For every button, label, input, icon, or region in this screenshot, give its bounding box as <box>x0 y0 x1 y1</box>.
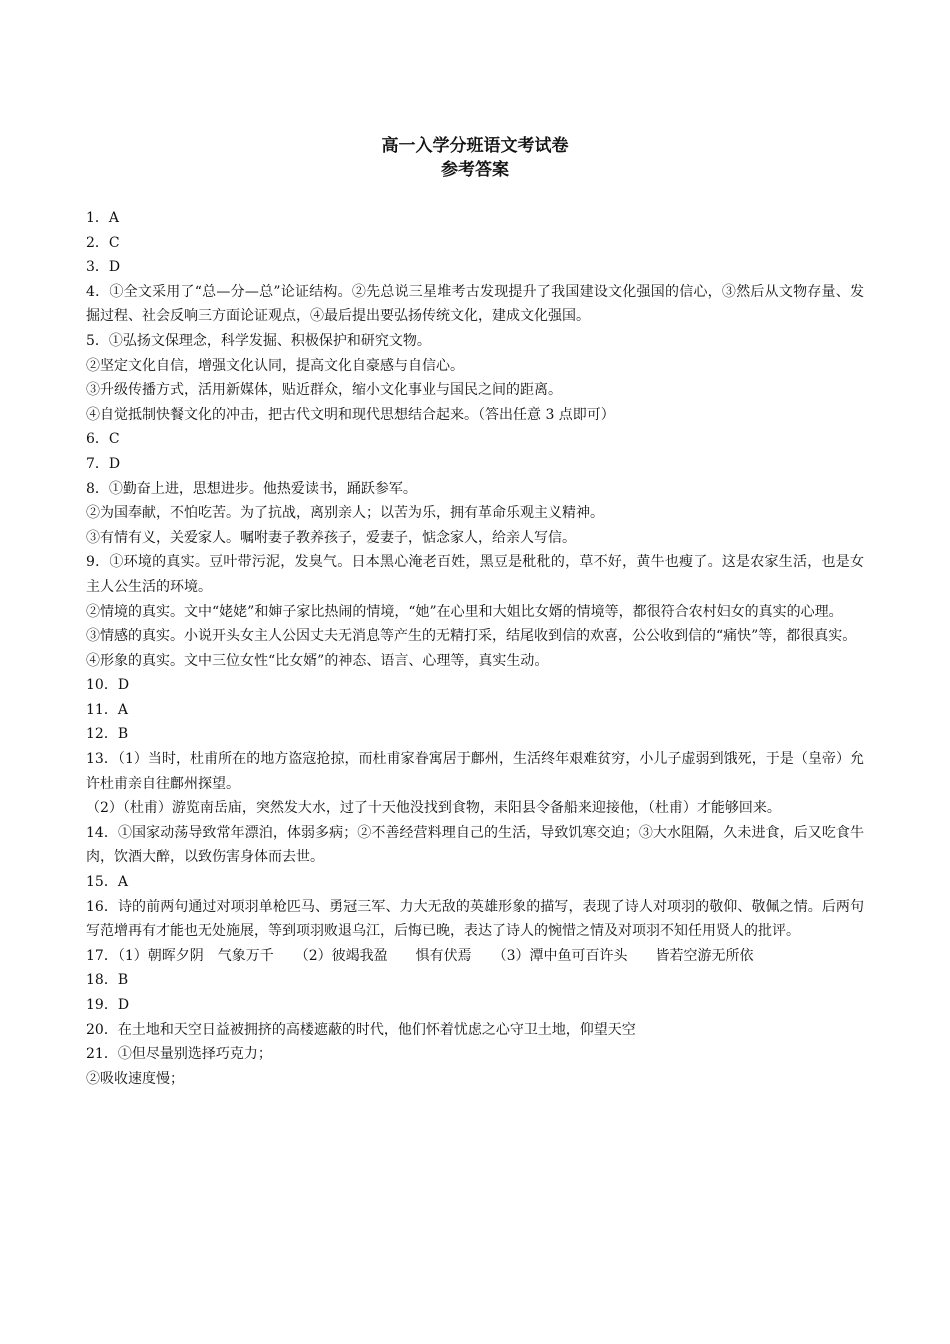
answer-line: 19．D <box>86 997 130 1013</box>
answer-line: ②吸收速度慢； <box>86 1070 184 1087</box>
title-block <box>0 134 950 182</box>
answer-line: 10．D <box>86 677 130 694</box>
answer-line: ②坚定文化自信，增强文化认同，提高文化自豪感与自信心。 <box>86 357 464 374</box>
answer-line: ②情境的真实。文中“姥姥”和婶子家比热闹的情境，“她”在心里和大姐比女婿的情境等，都很符合农村妇女的真实的心理。 <box>86 603 843 620</box>
answer-line: 6．C <box>86 431 120 448</box>
answer-line: 15．A <box>86 874 128 891</box>
answer-line: ④形象的真实。文中三位女性“比女婿”的神态、语言、心理等，真实生动。 <box>86 652 549 669</box>
answer-line: 2．C <box>86 234 120 251</box>
answer-line: 20．在土地和天空日益被拥挤的高楼遮蔽的时代，他们怀着忧虑之心守卫土地，仰望天空 <box>86 1021 636 1038</box>
answer-line: ④自觉抵制快餐文化的冲击，把古代文明和现代思想结合起来。（答出任意 3 点即可） <box>86 406 615 423</box>
answer-line: ③情感的真实。小说开头女主人公因丈夫无消息等产生的无精打采，结尾收到信的欢喜，公公收到信的“痛快”等，都很真实。 <box>86 628 857 645</box>
answer-line: 12．B <box>86 726 129 743</box>
answer-line: 4．①全文采用了“总—分—总”论证结构。②先总说三星堆考古发现提升了我国建设文化强国的信心，③然后从文物存量、发掘过程、社会反响三方面论证观点，④最后提出要弘扬传统文化，建成文化强国。 <box>86 283 864 325</box>
answer-line: 7．D <box>86 455 121 472</box>
answer-line: 17．（1）朝晖夕阴 气象万千 （2）彼竭我盈 惧有伏焉 （3）潭中鱼可百许头 皆若空游无所依 <box>86 947 754 964</box>
answer-line: 13．（1）当时，杜甫所在的地方盗寇抢掠，而杜甫家眷寓居于鄜州，生活终年艰难贫穷，小儿子虚弱到饿死，于是（皇帝）允许杜甫亲自往鄜州探望。 <box>86 751 864 792</box>
answer-line: ②为国奉献，不怕吃苦。为了抗战，离别亲人；以苦为乐，拥有革命乐观主义精神。 <box>86 505 604 522</box>
answer-line: 11．A <box>86 701 128 718</box>
answer-line: 14．①国家动荡导致常年漂泊，体弱多病；②不善经营料理自己的生活，导致饥寒交迫；③大水阻隔，久未进食，后又吃食牛肉，饮酒大醉，以致伤害身体而去世。 <box>86 824 864 866</box>
answer-line: 9．①环境的真实。豆叶带污泥，发臭气。日本黑心淹老百姓，黑豆是秕秕的，草不好，黄牛也瘦了。这是农家生活，也是女主人公生活的环境。 <box>86 554 864 595</box>
answer-line: ③升级传播方式，活用新媒体，贴近群众，缩小文化事业与国民之间的距离。 <box>86 382 562 399</box>
answer-list <box>86 206 864 1091</box>
answer-line: ③有情有义，关爱家人。嘱咐妻子教养孩子，爱妻子，惦念家人，给亲人写信。 <box>86 529 576 546</box>
answer-line: （2）（杜甫）游览南岳庙，突然发大水，过了十天他没找到食物，耒阳县令备船来迎接他，（杜甫）才能够回来。 <box>86 800 781 817</box>
answer-line: 1．A <box>86 210 120 226</box>
answer-line: 16．诗的前两句通过对项羽单枪匹马、勇冠三军、力大无敌的英雄形象的描写，表现了诗人对项羽的敬仰、敬佩之情。后两句写范增再有才能也无处施展，等到项羽败退乌江，后悔已晚，表达了诗人的惋惜之情及对项羽不知任用贤人的批评。 <box>86 898 864 940</box>
document-subtitle: 参考答案 <box>441 160 509 180</box>
answer-line: 8．①勤奋上进，思想进步。他热爱读书，踊跃参军。 <box>86 480 417 497</box>
answer-line: 5．①弘扬文保理念，科学发掘、积极保护和研究文物。 <box>86 332 431 349</box>
answer-line: 3．D <box>86 259 121 276</box>
document-title: 高一入学分班语文考试卷 <box>381 136 569 156</box>
answer-line: 18．B <box>86 972 129 989</box>
answer-line: 21．①但尽量别选择巧克力； <box>86 1046 272 1063</box>
